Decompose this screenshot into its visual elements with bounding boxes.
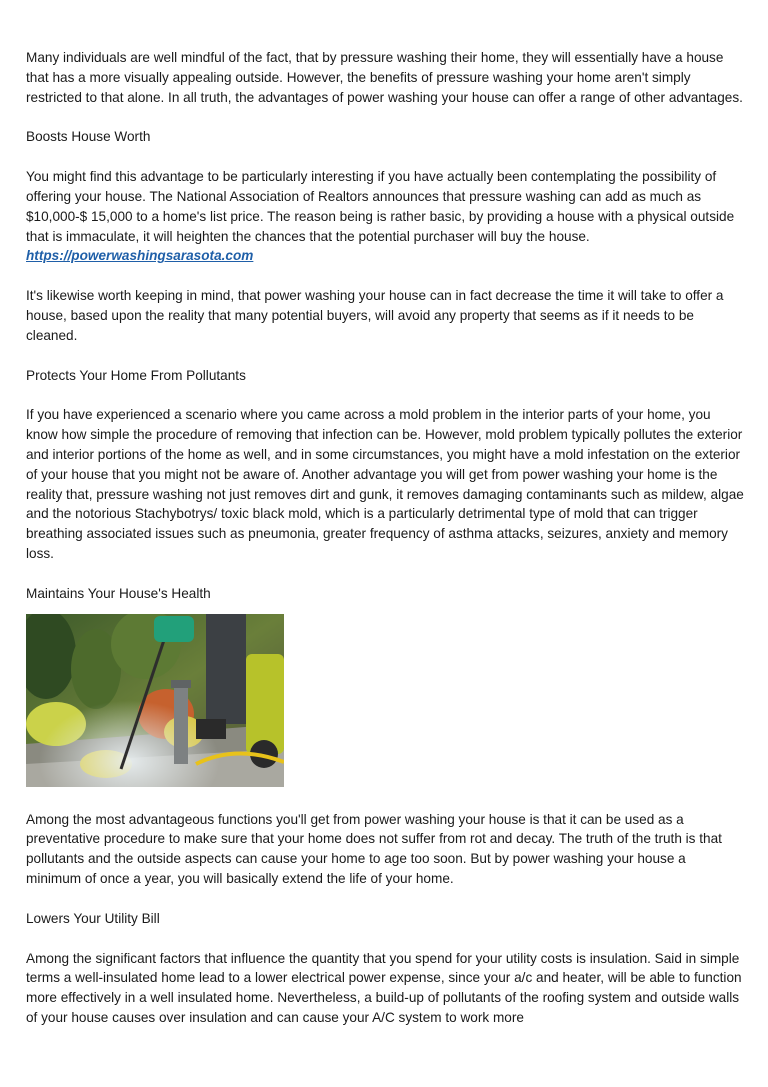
section-heading-utility-bill: Lowers Your Utility Bill [26,910,160,926]
article [26,48,744,1048]
sell-time-paragraph: It's likewise worth keeping in mind, that power washing your house can in fact decrease the time it will take to offer a house, based upon the reality that many potential buyers, will avoid any property that seems as if it needs to be cleaned. [26,288,724,343]
website-link[interactable]: https://powerwashingsarasota.com [26,248,254,264]
insulation-paragraph: Among the significant factors that influence the quantity that you spend for your utility costs is insulation. Said in simple terms a well-insulated home lead to a lower electrical power expense, since your a/c and heater, will be able to function more effectively in a well insulated home. Nevertheless, a build-up of pollutants of the roofing system and outside walls of your house causes over insulation and can cause your A/C system to work more [26,950,742,1025]
intro-paragraph: Many individuals are well mindful of the fact, that by pressure washing their home, they will essentially have a house that has a more visually appealing outside. However, the benefits of pressure washing your home aren't simply restricted to that alone. In all truth, the advantages of power washing your house can offer a range of other advantages. [26,50,743,105]
section-heading-maintains-health: Maintains Your House's Health [26,585,211,601]
house-worth-text: You might find this advantage to be particularly interesting if you have actually been contemplating the possibility of offering your house. The National Association of Realtors announces that pressure washing can add as much as $10,000-$ 15,000 to a home's list price. The reason being is rather basic, by providing a house with a physical outside that is immaculate, it will heighten the chances that the potential purchaser will buy the house. [26,169,735,244]
pressure-washing-photo [26,614,284,787]
section-heading-protects-from-pollutants: Protects Your Home From Pollutants [26,367,246,383]
section-heading-boosts-house-worth: Boosts House Worth [26,129,151,145]
mold-paragraph: If you have experienced a scenario where you came across a mold problem in the interior parts of your home, you know how simple the procedure of removing that infection can be. However, mold problem typically pollutes the exterior and interior portions of the home as well, and in some circumstances, you might have a mold infestation on the exterior of your house that you might not be aware of. Another advantage you will get from power washing your home is the reality that, pressure washing not just removes dirt and gunk, it removes damaging contaminants such as mildew, algae and the notorious Stachybotrys/ toxic black mold, which is a particularly detrimental type of mold that can trigger breathing associated issues such as pneumonia, greater frequency of asthma attacks, seizures, anxiety and memory loss. [26,407,744,561]
prevention-paragraph: Among the most advantageous functions you'll get from power washing your house is that it can be used as a preventative procedure to make sure that your home does not suffer from rot and decay. The truth of the truth is that pollutants and the outside aspects can cause your home to age too soon. But by power washing your house a minimum of once a year, you will basically extend the life of your home. [26,811,722,886]
house-worth-paragraph [26,167,744,266]
